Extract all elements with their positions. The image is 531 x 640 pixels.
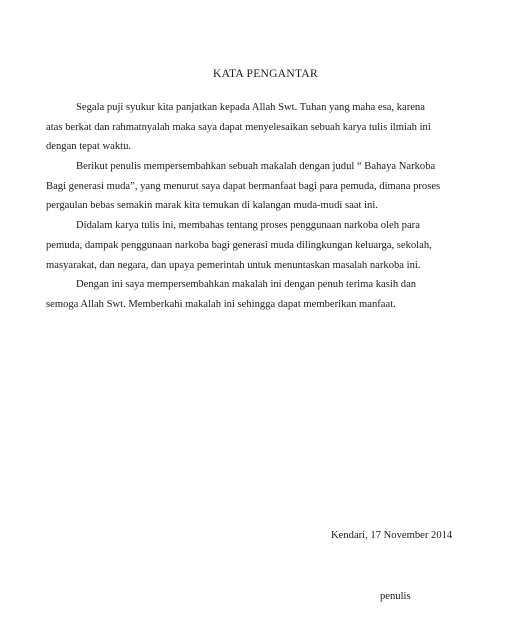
paragraph-2-line-1: Berikut penulis mempersembahkan sebuah makalah dengan judul “ Bahaya Narkoba: [76, 161, 436, 173]
paragraph-4-line-1: Dengan ini saya mempersembahkan makalah ini dengan penuh terima kasih dan: [76, 279, 417, 291]
paragraph-4-line-2: semoga Allah Swt. Memberkahi makalah ini sehingga dapat memberikan manfaat.: [46, 298, 396, 310]
paragraph-3-line-1: Didalam karya tulis ini, membahas tentang proses penggunaan narkoba oleh para: [76, 220, 420, 232]
paragraph-1-line-1: Segala puji syukur kita panjatkan kepada Allah Swt. Tuhan yang maha esa, karena: [76, 102, 425, 113]
paragraph-1-line-3: dengan tepat waktu.: [46, 141, 132, 153]
paragraph-3-line-3: masyarakat, dan negara, dan upaya pemerintah untuk menuntaskan masalah narkoba ini.: [46, 259, 421, 271]
signer-name: penulis: [380, 591, 411, 602]
place-date: Kendari, 17 November 2014: [331, 530, 453, 541]
paragraph-2-line-2: Bagi generasi muda”, yang menurut saya dapat bermanfaat bagi para pemuda, dimana proses: [46, 180, 441, 192]
preface-body: [46, 92, 486, 315]
paragraph-3-line-2: pemuda, dampak penggunaan narkoba bagi generasi muda dilingkungan keluarga, sekolah,: [46, 239, 432, 251]
page-title: KATA PENGANTAR: [213, 68, 318, 80]
paragraph-1-line-2: atas berkat dan rahmatnyalah maka saya dapat menyelesaikan sebuah karya tulis ilmiah ini: [46, 121, 431, 133]
paragraph-2-line-3: pergaulan bebas semakin marak kita temukan di kalangan muda-mudi saat ini.: [46, 200, 378, 212]
